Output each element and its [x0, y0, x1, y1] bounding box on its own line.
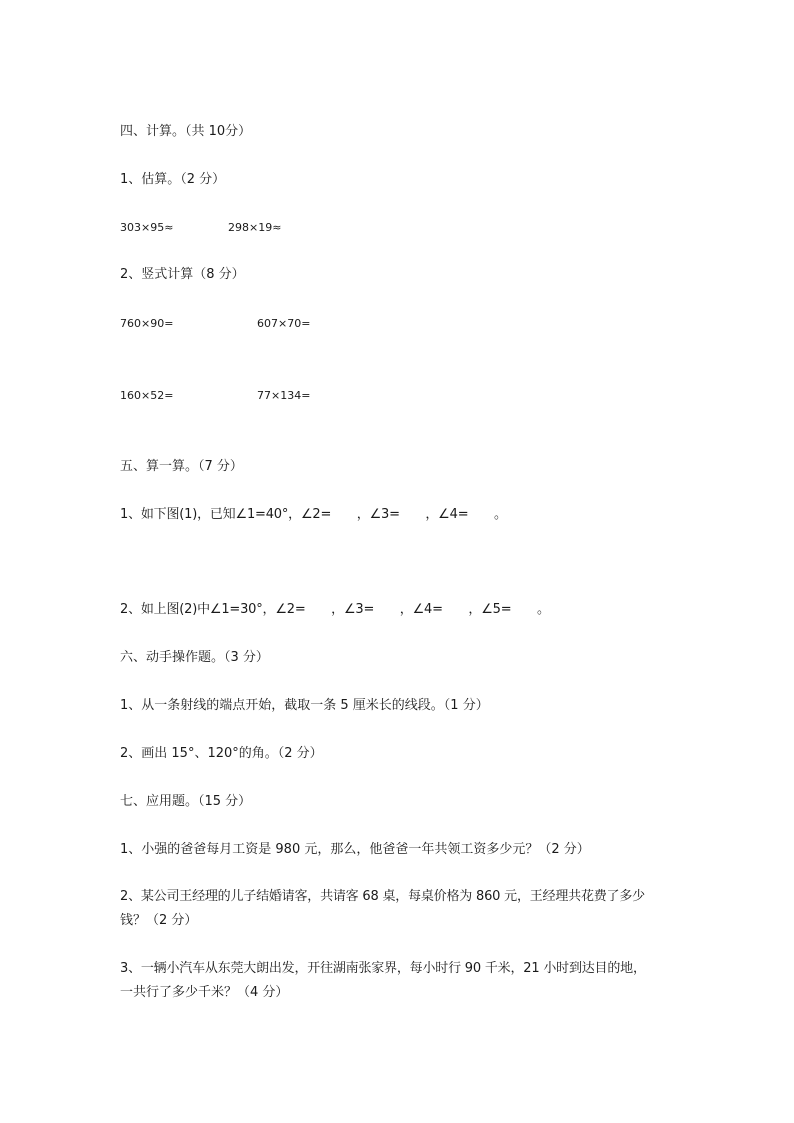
section-7-question-2-line-2: 钱？（2 分）: [120, 913, 198, 928]
section-7-question-3-line-1: 3、一辆小汽车从东莞大朗出发，开往湖南张家界，每小时行 90 千米，21 小时到达目的地，: [120, 961, 646, 976]
section-4-question-1: 1、估算。（2 分）: [120, 172, 226, 187]
section-5-title: 五、算一算。（7 分）: [120, 459, 243, 474]
section-6-title: 六、动手操作题。（3 分）: [120, 650, 269, 665]
section-7-question-3-line-2: 一共行了多少千米？（4 分）: [120, 985, 289, 1000]
section-7-title: 七、应用题。（15 分）: [120, 794, 252, 809]
vertical-calc-1: 760×90=: [120, 317, 174, 330]
vertical-calc-2: 607×70=: [257, 317, 311, 330]
section-4-question-2: 2、竖式计算（8 分）: [120, 267, 245, 282]
vertical-calc-4: 77×134=: [257, 389, 311, 402]
section-4-title: 四、计算。（共 10分）: [120, 124, 252, 139]
section-6-question-1: 1、从一条射线的端点开始，截取一条 5 厘米长的线段。（1 分）: [120, 698, 489, 713]
section-7-question-2-line-1: 2、某公司王经理的儿子结婚请客，共请客 68 桌，每桌价格为 860 元，王经理共花费了多少: [120, 889, 645, 904]
estimate-expression-1: 303×95≈: [120, 221, 174, 234]
estimate-expression-2: 298×19≈: [228, 221, 282, 234]
vertical-calc-3: 160×52=: [120, 389, 174, 402]
section-5-question-2: 2、如上图(2)中∠1=30°，∠2= ，∠3= ，∠4= ，∠5= 。: [120, 602, 550, 617]
section-6-question-2: 2、画出 15°、120°的角。（2 分）: [120, 746, 323, 761]
section-7-question-1: 1、小强的爸爸每月工资是 980 元，那么，他爸爸一年共领工资多少元？（2 分）: [120, 842, 590, 857]
section-5-question-1: 1、如下图(1)，已知∠1=40°，∠2= ，∠3= ，∠4= 。: [120, 507, 507, 522]
